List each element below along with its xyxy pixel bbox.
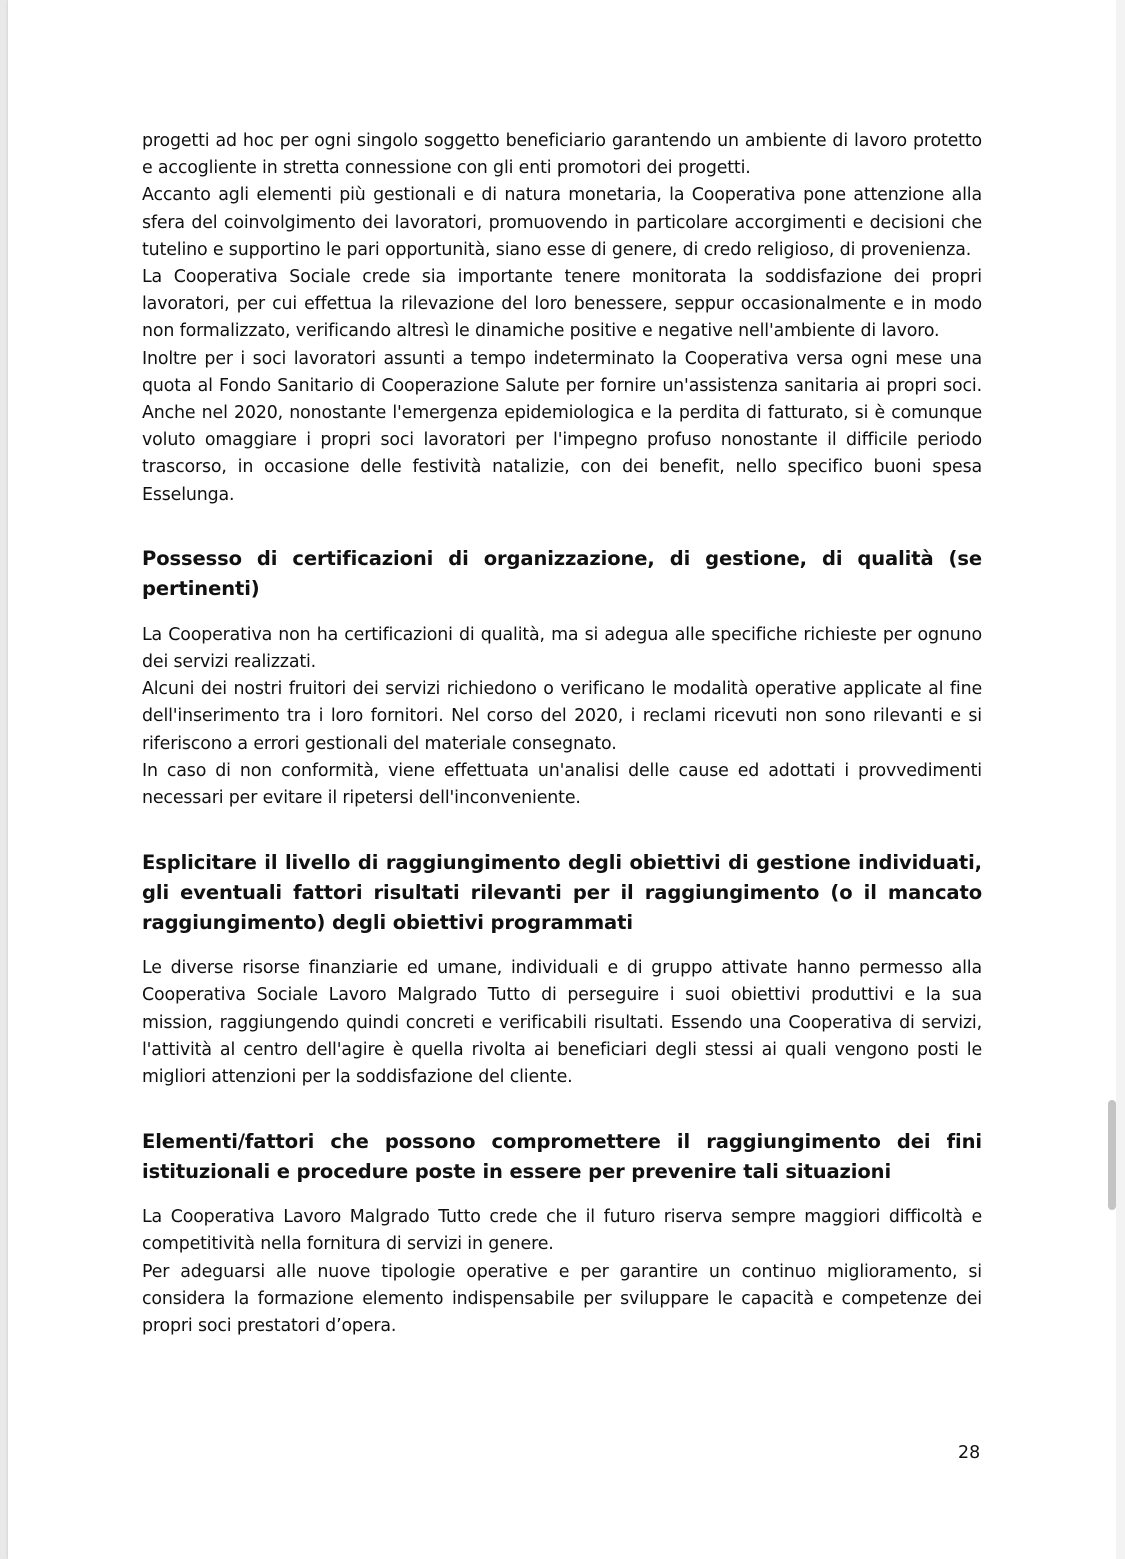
- paragraph: progetti ad hoc per ogni singolo soggetto beneficiario garantendo un ambiente di lavoro protetto e accogliente in stretta connessione con gli enti promotori dei progetti.: [142, 131, 982, 179]
- page-content: [142, 128, 982, 1340]
- paragraph: Inoltre per i soci lavoratori assunti a tempo indeterminato la Cooperativa versa ogni mese una quota al Fondo Sanitario di Cooperazione Salute per fornire un'assistenza sanitaria ai propri soci. Anche nel 2020, nonostante l'emergenza epidemiologica e la perdita di fatturato, si è comunque voluto omaggiare i propri soci lavoratori per l'impegno profuso nonostante il difficile periodo trascorso, in occasione delle festività natalizie, con dei benefit, nello specifico buoni spesa Esselunga.: [142, 348, 982, 505]
- section-heading-obiettivi: Esplicitare il livello di raggiungimento degli obiettivi di gestione individuati, gli eventuali fattori risultati rilevanti per il raggiungimento (o il mancato raggiungimento) degli obiettivi programmati: [142, 851, 982, 935]
- section-heading-fattori: Elementi/fattori che possono compromettere il raggiungimento dei fini istituzionali e procedure poste in essere per prevenire tali situazioni: [142, 1130, 982, 1184]
- paragraph: La Cooperativa Lavoro Malgrado Tutto crede che il futuro riserva sempre maggiori difficoltà e competitività nella fornitura di servizi in genere.: [142, 1207, 982, 1255]
- paragraph: Accanto agli elementi più gestionali e di natura monetaria, la Cooperativa pone attenzione alla sfera del coinvolgimento dei lavoratori, promuovendo in particolare accorgimenti e decisioni che tutelino e supportino le pari opportunità, siano esse di genere, di credo religioso, di provenienza.: [142, 185, 982, 260]
- paragraph: In caso di non conformità, viene effettuata un'analisi delle cause ed adottati i provvedimenti necessari per evitare il ripetersi dell'inconveniente.: [142, 760, 982, 809]
- paragraph: Per adeguarsi alle nuove tipologie operative e per garantire un continuo miglioramento, si considera la formazione elemento indispensabile per sviluppare le capacità e competenze dei propri soci prestatori d’opera.: [142, 1261, 982, 1337]
- paragraph: Le diverse risorse finanziarie ed umane, individuali e di gruppo attivate hanno permesso alla Cooperativa Sociale Lavoro Malgrado Tutto di perseguire i suoi obiettivi produttivi e la sua mission, raggiungendo quindi concreti e verificabili risultati. Essendo una Cooperativa di servizi, l'attività al centro dell'agire è quella rivolta ai beneficiari degli stessi ai quali vengono posti le migliori attenzioni per la soddisfazione del cliente.: [142, 958, 982, 1088]
- scrollbar-thumb[interactable]: [1108, 1100, 1116, 1210]
- section-heading-certificazioni: Possesso di certificazioni di organizzazione, di gestione, di qualità (se pertinenti): [142, 546, 982, 600]
- page-number: 28: [958, 1443, 981, 1463]
- paragraph: Alcuni dei nostri fruitori dei servizi richiedono o verificano le modalità operative applicate al fine dell'inserimento tra i loro fornitori. Nel corso del 2020, i reclami ricevuti non sono rilevanti e si riferiscono a errori gestionali del materiale consegnato.: [142, 679, 982, 754]
- paragraph: La Cooperativa non ha certificazioni di qualità, ma si adegua alle specifiche richieste per ognuno dei servizi realizzati.: [142, 624, 982, 673]
- scrollbar-track[interactable]: [1116, 0, 1125, 1559]
- document-page: [8, 0, 1116, 1559]
- paragraph: La Cooperativa Sociale crede sia importante tenere monitorata la soddisfazione dei propri lavoratori, per cui effettua la rilevazione del loro benessere, seppur occasionalmente e in modo non formalizzato, verificando altresì le dinamiche positive e negative nell'ambiente di lavoro.: [142, 267, 982, 342]
